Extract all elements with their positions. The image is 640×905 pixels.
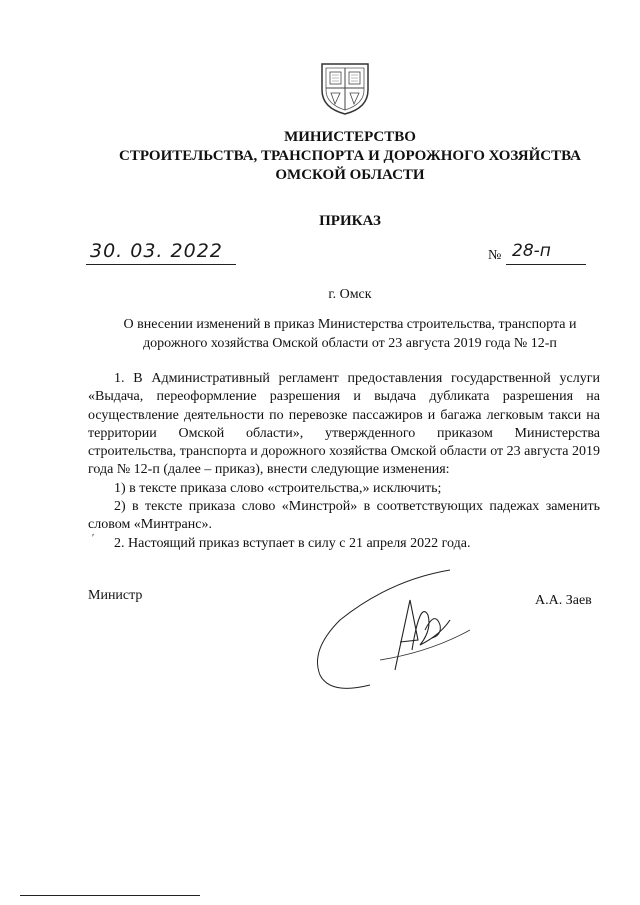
coat-of-arms-icon [318, 60, 372, 116]
handwritten-signature [300, 560, 510, 700]
ministry-line-1: МИНИСТЕРСТВО [284, 129, 416, 145]
ministry-line-3: ОМСКОЙ ОБЛАСТИ [275, 167, 425, 183]
ministry-name [60, 128, 640, 185]
subject-line-1: О внесении изменений в приказ Министерства строительства, транспорта и [123, 317, 577, 332]
margin-mark: ′ [92, 533, 95, 544]
order-number-sign: № [488, 248, 502, 263]
paragraph-1: 1. В Административный регламент предоставления государственной услуги «Выдача, переоформление разрешения и выдача дубликата разрешения на осуществление деятельности по перевозке пассажиров и багажа легковым такси на территории Омской области», утвержденного приказом Министерства строительства, транспорта и дорожного хозяйства Омской области от 23 августа 2019 года № 12-п (далее – приказ), внести следующие изменения: [88, 371, 600, 478]
order-date-handwritten: 30. 03. 2022 [90, 240, 223, 262]
city: г. Омск [328, 287, 372, 302]
order-date-field [86, 240, 236, 265]
footer-rule [20, 895, 200, 896]
paragraph-2: 1) в тексте приказа слово «строительства,» исключить; [114, 480, 442, 496]
document-type: ПРИКАЗ [319, 213, 381, 229]
subject-line-2: дорожного хозяйства Омской области от 23 августа 2019 года № 12-п [143, 336, 557, 351]
order-body [88, 370, 600, 553]
order-subject [70, 315, 630, 353]
signatory-position: Министр [88, 588, 143, 603]
ministry-line-2: СТРОИТЕЛЬСТВА, ТРАНСПОРТА И ДОРОЖНОГО ХОЗЯЙСТВА [119, 148, 581, 164]
order-number-handwritten: 28-п [512, 241, 551, 261]
paragraph-4: 2. Настоящий приказ вступает в силу с 21 апреля 2022 года. [114, 535, 471, 551]
order-number-field [506, 242, 586, 265]
paragraph-3: 2) в тексте приказа слово «Минстрой» в соответствующих падежах заменить словом «Минтранс». [88, 499, 600, 533]
signatory-name: А.А. Заев [535, 593, 592, 608]
